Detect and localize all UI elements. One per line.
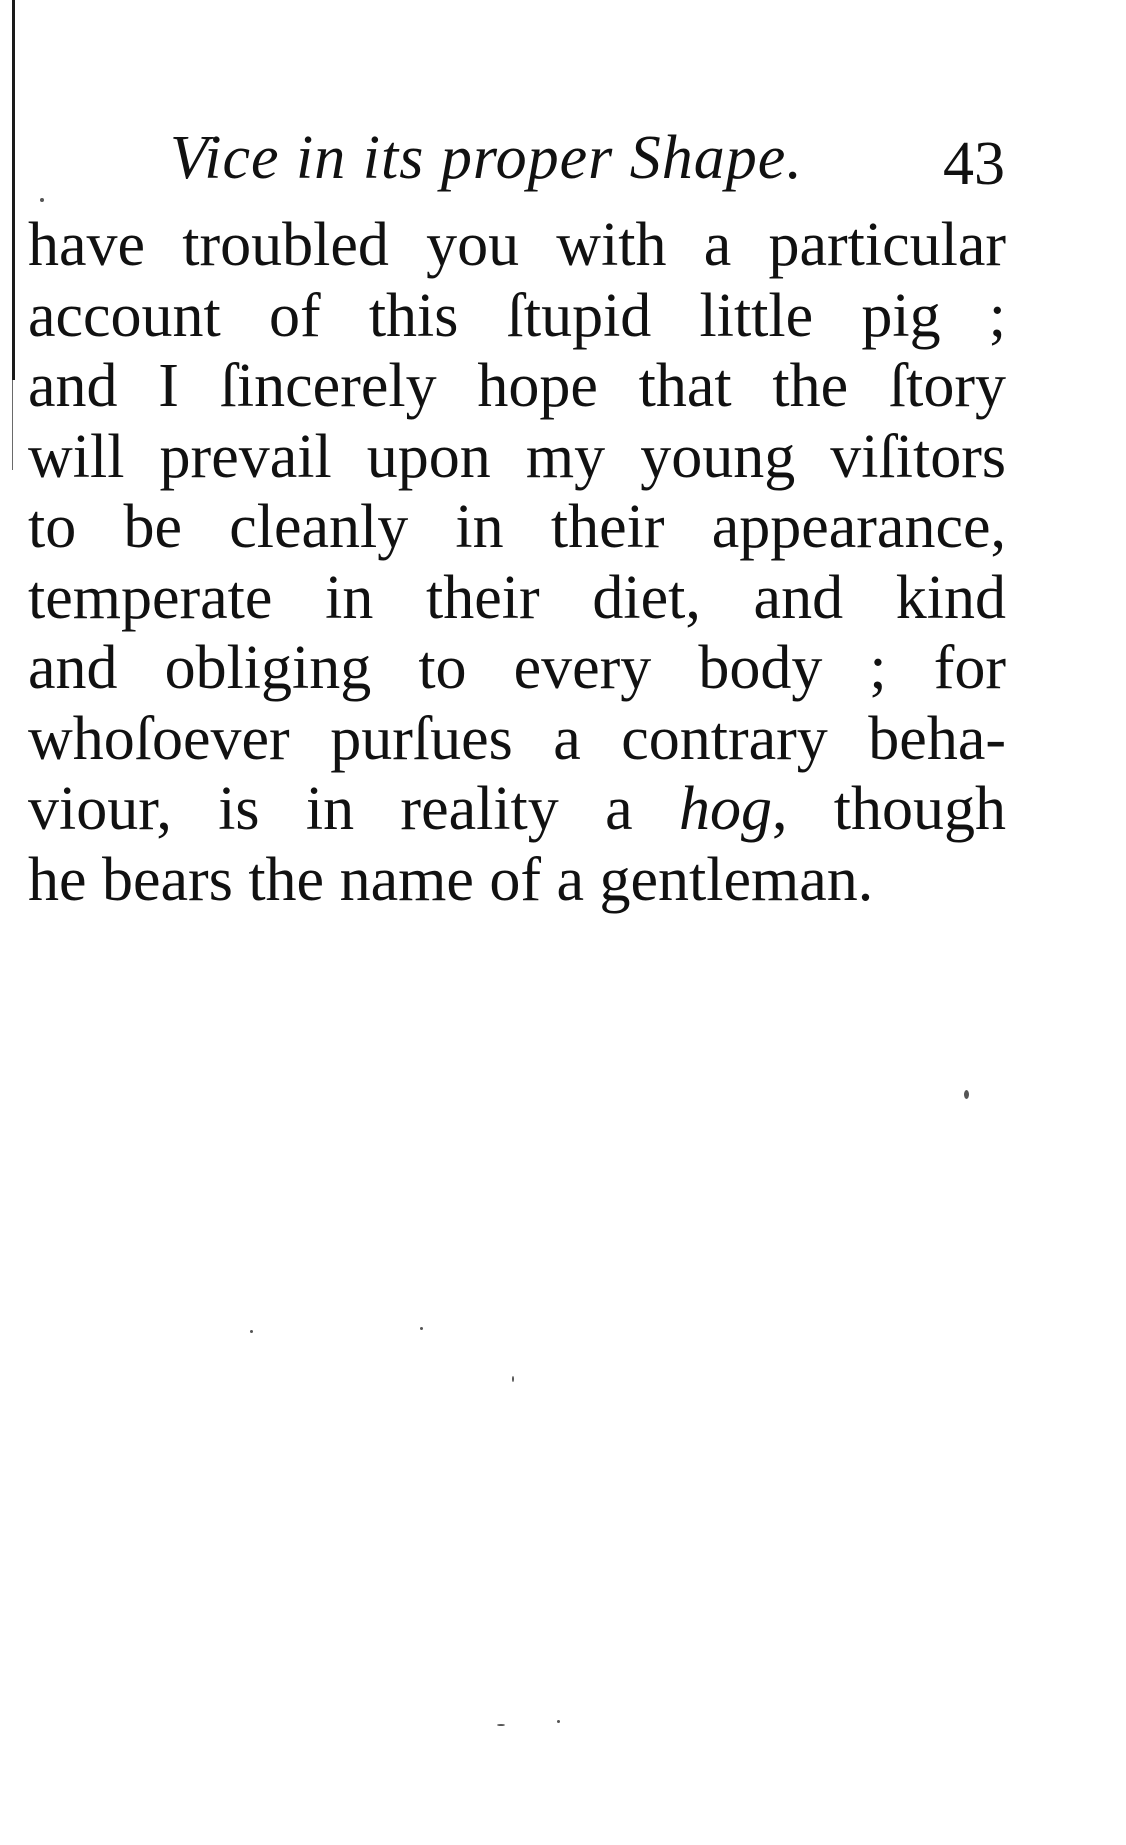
scan-speck (557, 1720, 560, 1723)
scan-speck (512, 1376, 514, 1382)
running-title: Vice in its proper Shape. (170, 124, 803, 192)
text-line: to be cleanly in their appearance, (28, 493, 1006, 561)
scan-speck (964, 1090, 969, 1099)
text-line: and I ſincerely hope that the ſtory (28, 352, 1006, 420)
scan-speck (40, 198, 44, 202)
binding-edge-line-faint (12, 380, 13, 470)
text-line: have troubled you with a particular (28, 211, 1006, 279)
page-number: 43 (943, 130, 1005, 198)
text-line: and obliging to every body ; for (28, 634, 1006, 702)
text-line: will prevail upon my young viſitors (28, 422, 1006, 491)
scan-speck (420, 1327, 423, 1330)
binding-edge-line (12, 0, 15, 380)
text-segment: viour, is in reality a (28, 775, 679, 843)
text-line: temperate in their diet, and kind (28, 563, 1006, 632)
scan-speck (250, 1330, 253, 1333)
body-text (28, 210, 1006, 915)
text-segment: , though (771, 775, 1006, 843)
scan-speck (497, 1724, 505, 1726)
running-head (170, 118, 1005, 198)
italic-word: hog (678, 775, 772, 843)
text-line (28, 774, 1006, 845)
text-line: he bears the name of a gentleman. (28, 845, 874, 914)
text-line: whoſoever purſues a contrary beha- (28, 704, 1006, 773)
text-line: account of this ſtupid little pig ; (28, 281, 1006, 350)
